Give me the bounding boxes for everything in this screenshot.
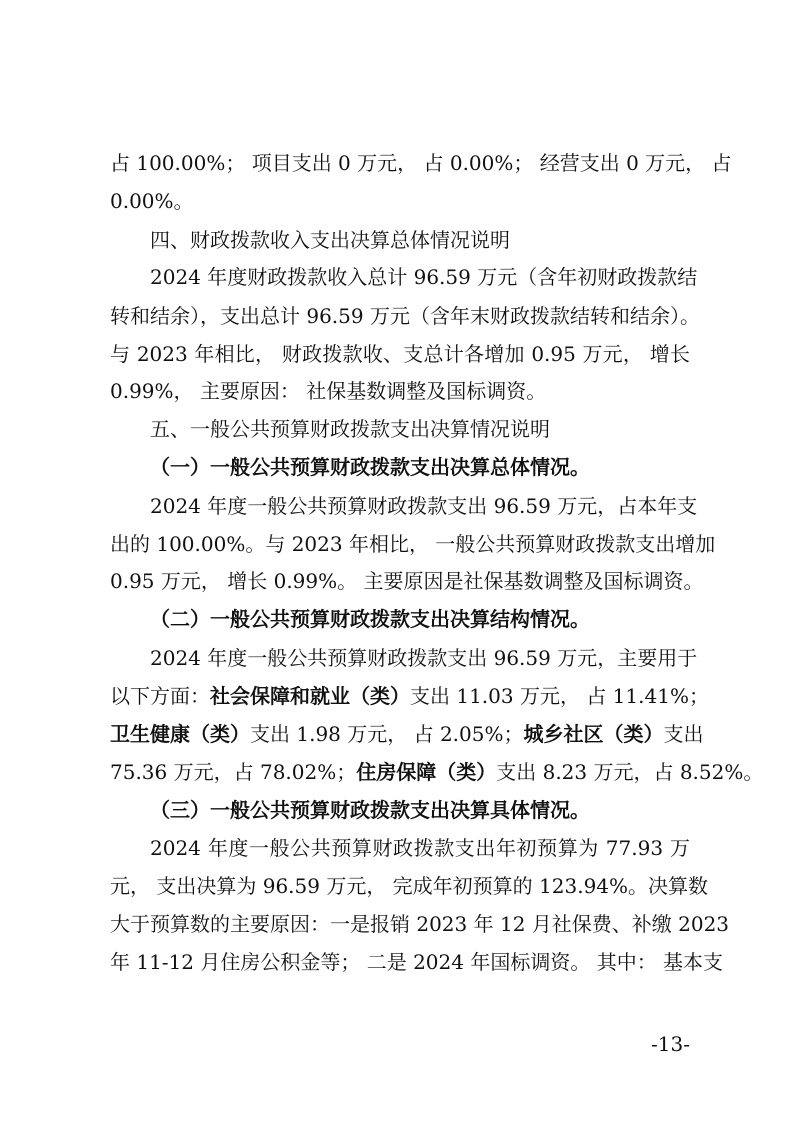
category-urban-rural-label: 支出 [663, 722, 704, 746]
category-social-security-amount: 支出 11.03 万元， 占 11.41%； [410, 684, 709, 708]
section-5-heading: 五、一般公共预算财政拨款支出决算情况说明 [150, 417, 550, 441]
category-urban-rural: 城乡社区（类） [523, 722, 664, 746]
subsection-3-heading: （三）一般公共预算财政拨款支出决算具体情况。 [150, 798, 590, 822]
category-social-security: 社会保障和就业（类） [210, 684, 410, 708]
subsection-1-line-1: 2024 年度一般公共预算财政拨款支出 96.59 万元，占本年支 [150, 494, 698, 518]
paragraph-1-line-2: 0.00%。 [110, 189, 194, 213]
paragraph-1-line-1: 占 100.00%； 项目支出 0 万元， 占 0.00%； 经营支出 0 万元， 占 [110, 151, 732, 175]
subsection-1-line-3: 0.95 万元， 增长 0.99%。 主要原因是社保基数调整及国标调资。 [110, 569, 704, 593]
category-housing-amount: 支出 8.23 万元，占 8.52%。 [496, 760, 764, 784]
subsection-2-heading: （二）一般公共预算财政拨款支出决算结构情况。 [150, 607, 590, 631]
subsection-3-line-1: 2024 年度一般公共预算财政拨款支出年初预算为 77.93 万 [150, 836, 690, 860]
line-prefix: 以下方面： [110, 684, 210, 708]
section-4-line-3: 与 2023 年相比， 财政拨款收、支总计各增加 0.95 万元， 增长 [110, 342, 690, 366]
section-4-heading: 四、财政拨款收入支出决算总体情况说明 [150, 228, 510, 252]
category-health: 卫生健康（类） [110, 722, 250, 746]
subsection-1-line-2: 出的 100.00%。与 2023 年相比， 一般公共预算财政拨款支出增加 [110, 532, 716, 556]
page-number: -13- [651, 1032, 690, 1056]
section-4-line-4: 0.99%， 主要原因： 社保基数调整及国标调资。 [110, 379, 547, 403]
category-housing: 住房保障（类） [356, 760, 497, 784]
subsection-2-line-1: 2024 年度一般公共预算财政拨款支出 96.59 万元，主要用于 [150, 646, 698, 670]
section-4-line-1: 2024 年度财政拨款收入总计 96.59 万元（含年初财政拨款结 [150, 265, 698, 289]
section-4-line-2: 转和结余），支出总计 96.59 万元（含年末财政拨款结转和结余）。 [110, 304, 700, 328]
subsection-2-line-4 [110, 752, 764, 792]
subsection-3-line-2: 元， 支出决算为 96.59 万元， 完成年初预算的 123.94%。决算数 [110, 874, 709, 898]
category-urban-rural-amount: 75.36 万元，占 78.02%； [110, 760, 357, 784]
category-health-amount: 支出 1.98 万元， 占 2.05%； [250, 722, 524, 746]
subsection-2-line-2 [110, 676, 709, 716]
subsection-2-line-3 [110, 714, 704, 754]
subsection-3-line-4: 年 11-12 月住房公积金等； 二是 2024 年国标调资。 其中： 基本支 [110, 950, 724, 974]
subsection-1-heading: （一）一般公共预算财政拨款支出决算总体情况。 [150, 455, 590, 479]
subsection-3-line-3: 大于预算数的主要原因：一是报销 2023 年 12 月社保费、补缴 2023 [110, 912, 730, 936]
